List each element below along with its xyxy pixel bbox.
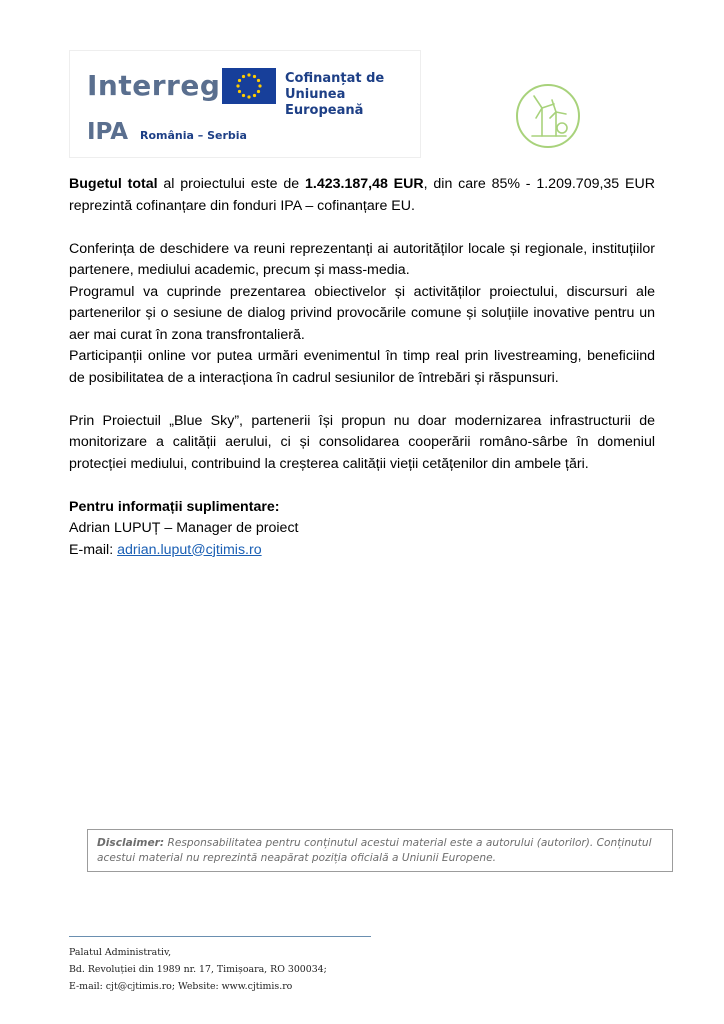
wind-turbine-icon bbox=[514, 82, 582, 150]
ipa-region-label: România – Serbia bbox=[140, 129, 247, 142]
online-paragraph: Participanții online vor putea urmări evenimentul în timp real prin livestreaming, beneficiind de posibilitatea de a interacționa în cadrul sesiunilor de întrebări și răspunsuri. bbox=[69, 348, 655, 386]
ipa-wordmark: IPA bbox=[87, 119, 129, 145]
contact-person: Adrian LUPUȚ – Manager de proiect bbox=[69, 520, 299, 536]
contact-heading-text: Pentru informații suplimentare: bbox=[69, 498, 280, 515]
contact-email-line bbox=[69, 540, 655, 562]
footer-line-3: E-mail: cjt@cjtimis.ro; Website: www.cjtimis.ro bbox=[69, 981, 293, 992]
footer-line-1: Palatul Administrativ, bbox=[69, 947, 172, 958]
eu-flag-icon bbox=[222, 68, 276, 104]
budget-text-2: , din care 85% - 1.209.709,35 EUR reprezintă cofinanțare din fonduri IPA – cofinanțare EU. bbox=[69, 176, 655, 214]
cofinantat-line2: Uniunea Europeană bbox=[285, 87, 364, 118]
budget-text-1: al proiectului este de bbox=[157, 176, 306, 192]
press-release-body bbox=[69, 174, 655, 561]
interreg-logo-block bbox=[69, 50, 421, 158]
footer-divider bbox=[69, 936, 371, 937]
interreg-wordmark: Interreg bbox=[87, 69, 221, 102]
cofinantat-line1: Cofinanțat de bbox=[285, 71, 385, 86]
email-label: E-mail: bbox=[69, 541, 118, 558]
budget-label: Bugetul total bbox=[69, 176, 158, 192]
budget-amount: 1.423.187,48 EUR bbox=[305, 176, 424, 192]
blue-sky-paragraph: Prin Proiectuil „Blue Sky”, partenerii își propun nu doar modernizarea infrastructurii de monitorizare a calității aerului, ci și consolidarea cooperării româno-sârbe în domeniul protecției mediului, contribuind la creșterea calității vieții cetățenilor din ambele țări. bbox=[69, 412, 655, 472]
disclaimer-text: Responsabilitatea pentru conținutul acestui material este a autorului (autorilor). Conținutul acestui material nu reprezintă neapărat poziția oficială a Uniunii Europene. bbox=[97, 837, 652, 864]
eu-disclaimer-box bbox=[87, 829, 673, 872]
footer-line-2: Bd. Revoluției din 1989 nr. 17, Timișoara, RO 300034; bbox=[69, 964, 327, 975]
contact-heading bbox=[69, 497, 655, 519]
program-paragraph: Programul va cuprinde prezentarea obiectivelor și activităților proiectului, discursuri ale partenerilor și o sesiune de dialog privind provocările comune și soluțiile inovative pentru un aer mai curat în zona transfrontalieră. bbox=[69, 283, 655, 343]
conference-paragraph: Conferința de deschidere va reuni reprezentanți ai autorităților locale și regionale, instituțiilor partenere, mediului academic, precum și mass-media. bbox=[69, 240, 655, 278]
disclaimer-label: Disclaimer: bbox=[97, 837, 165, 849]
footer-address bbox=[69, 944, 327, 995]
email-link[interactable]: adrian.luput@cjtimis.ro bbox=[117, 541, 262, 558]
budget-paragraph bbox=[69, 174, 655, 217]
cofinantat-text bbox=[285, 71, 420, 119]
